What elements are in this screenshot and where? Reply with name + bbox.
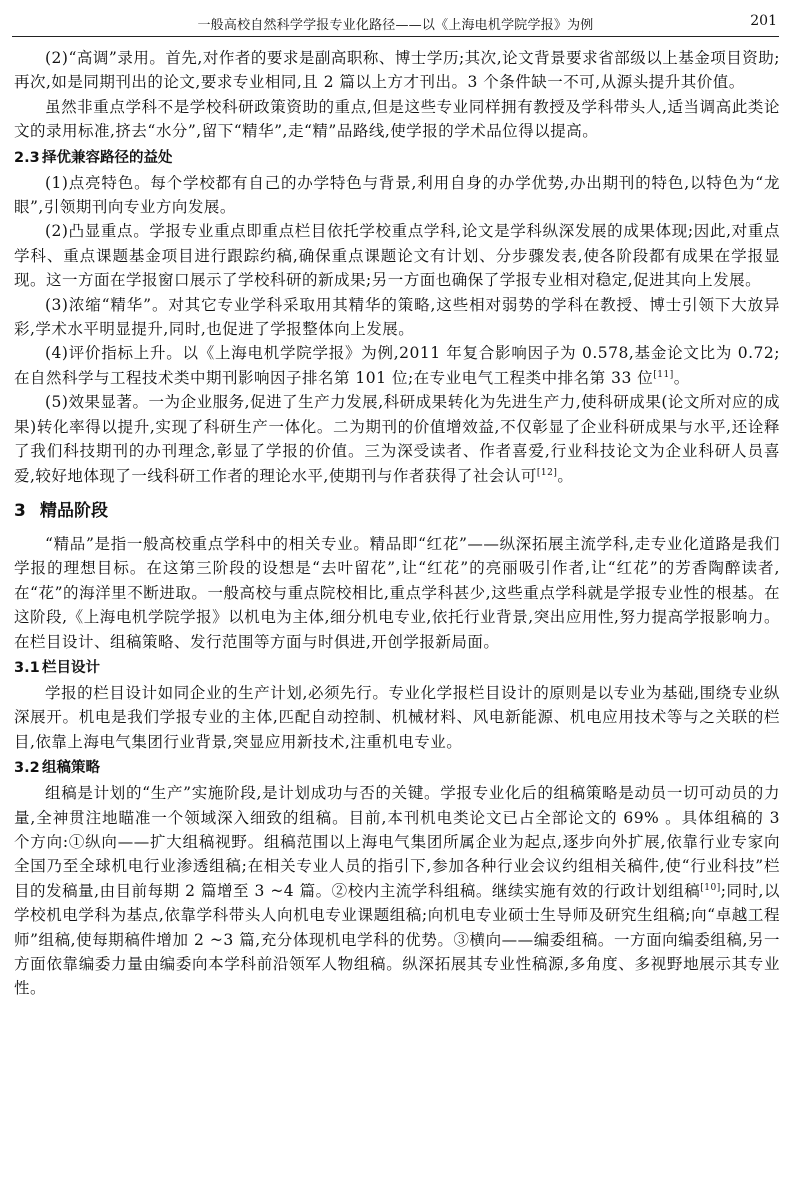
section-number: 3 <box>14 500 26 521</box>
subsection-heading <box>14 148 780 168</box>
paragraph <box>14 293 780 342</box>
paragraph-text: (5)效果显著。一为企业服务,促进了生产力发展,科研成果转化为先进生产力,使科研成果(论文所对应的成果)转化率得以提升,实现了科研生产一体化。二为期刊的价值增效益,不仅彰显了企业科研成果与水平,还诠释了我们科技期刊的办刊理念,彰显了学报的价值。三为深受读者、作者喜爱,行业科技论文为企业科研人员喜爱,较好地体现了一线科研工作者的理论水平,使期刊与作者获得了社会认可 <box>14 393 780 485</box>
section-title: 择优兼容路径的益处 <box>42 149 173 166</box>
paragraph-text: (2)“高调”录用。首先,对作者的要求是副高职称、博士学历;其次,论文背景要求省部级以上基金项目资助;再次,如是同期刊出的论文,要求专业相同,且 2 篇以上方才刊出。3 个条件缺一不可,从源头提升其价值。 <box>14 49 780 92</box>
citation-ref: [12] <box>536 467 558 478</box>
paragraph-text: 组稿是计划的“生产”实施阶段,是计划成功与否的关键。学报专业化后的组稿策略是动员一切可动员的力量,全神贯注地瞄准一个领域深入细致的组稿。目前,本刊机电类论文已占全部论文的 69% 。具体组稿的 3 个方向:①纵向——扩大组稿视野。组稿范围以上海电气集团所属企业为起点,逐步向外扩展,依靠行业专家向全国乃至全球机电行业渗透组稿;在相关专业人员的指引下,参加各种行业会议约组相关稿件,使“行业科技”栏目的发稿量,由目前每期 2 篇增至 3 ~4 篇。②校内主流学科组稿。继续实施有效的行政计划组稿 <box>14 784 780 900</box>
paragraph-text: (2)凸显重点。学报专业重点即重点栏目依托学校重点学科,论文是学科纵深发展的成果体现;因此,对重点学科、重点课题基金项目进行跟踪约稿,确保重点课题论文有计划、分步骤发表,使各阶段都有成果在学报显现。这一方面在学报窗口展示了学校科研的新成果;另一方面也确保了学报专业相对稳定,促进其向上发展。 <box>14 222 780 290</box>
subsection-heading <box>14 758 780 778</box>
paragraph-text: (4)评价指标上升。以《上海电机学院学报》为例,2011 年复合影响因子为 0.578,基金论文比为 0.72;在自然科学与工程技术类中期刊影响因子排名第 101 位;在专业电气工程类中排名第 33 位 <box>14 344 780 387</box>
paragraph <box>14 341 780 390</box>
section-heading <box>14 500 780 522</box>
paragraph <box>14 171 780 220</box>
paragraph <box>14 390 780 488</box>
subsection-heading <box>14 658 780 678</box>
paragraph-text: 学报的栏目设计如同企业的生产计划,必须先行。专业化学报栏目设计的原则是以专业为基础,围绕专业纵深展开。机电是我们学报专业的主体,匹配自动控制、机械材料、风电新能源、机电应用技术等与之关联的栏目,依靠上海电气集团行业背景,突显应用新技术,注重机电专业。 <box>14 683 780 751</box>
citation-ref: [10] <box>700 882 721 893</box>
paragraph <box>14 219 780 292</box>
paragraph-text: 虽然非重点学科不是学校科研政策资助的重点,但是这些专业同样拥有教授及学科带头人,适当调高此类论文的录用标准,挤去“水分”,留下“精华”,走“精”品路线,使学报的学术品位得以提高。 <box>14 97 780 141</box>
running-header <box>12 10 779 37</box>
section-title: 精品阶段 <box>40 500 108 521</box>
paragraph-text: (3)浓缩“精华”。对其它专业学科采取用其精华的策略,这些相对弱势的学科在教授、博士引领下大放异彩,学术水平明显提升,同时,也促进了学报整体向上发展。 <box>14 295 780 339</box>
paragraph <box>14 532 780 654</box>
citation-ref: [11] <box>653 369 674 380</box>
section-title: 栏目设计 <box>42 659 100 676</box>
paragraph <box>14 95 780 144</box>
section-title: 组稿策略 <box>42 760 100 777</box>
article-body <box>14 46 780 1001</box>
paragraph <box>14 681 780 754</box>
paragraph-text: “精品”是指一般高校重点学科中的相关专业。精品即“红花”——纵深拓展主流学科,走专业化道路是我们学报的理想目标。在这第三阶段的设想是“去叶留花”,让“红花”的亮丽吸引作者,让“红花”的芳香陶醉读者,在“花”的海洋里不断进取。一般高校与重点院校相比,重点学科甚少,这些重点学科就是学报专业性的根基。在这阶段,《上海电机学院学报》以机电为主体,细分机电专业,依托行业背景,突出应用性,努力提高学报影响力。在栏目设计、组稿策略、发行范围等方面与时俱进,开创学报新局面。 <box>14 534 780 651</box>
paragraph-text: (1)点亮特色。每个学校都有自己的办学特色与背景,利用自身的办学优势,办出期刊的特色,以特色为“龙眼”,引领期刊向专业方向发展。 <box>14 173 780 217</box>
paragraph-text-tail: 。 <box>673 368 690 387</box>
page-number: 201 <box>750 13 777 29</box>
section-number: 2.3 <box>14 149 40 166</box>
running-title: 一般高校自然科学学报专业化路径——以《上海电机学院学报》为例 <box>197 18 594 33</box>
paragraph-text-tail: ;同时,以学校机电学科为基点,依靠学科带头人向机电专业课题组稿;向机电专业硕士生导师及研究生组稿;向“卓越工程师”组稿,使每期稿件增加 2 ~3 篇,充分体现机电学科的优势。③横向——编委组稿。一方面向编委组稿,另一方面依靠编委力量由编委向本学科前沿领军人物组稿。纵深拓展其专业性稿源,多角度、多视野地展示其专业性。 <box>14 881 781 998</box>
paragraph <box>14 46 780 95</box>
section-number: 3.1 <box>14 659 40 676</box>
paragraph-text-tail: 。 <box>557 466 574 485</box>
section-number: 3.2 <box>14 760 40 777</box>
paragraph <box>14 781 780 1001</box>
